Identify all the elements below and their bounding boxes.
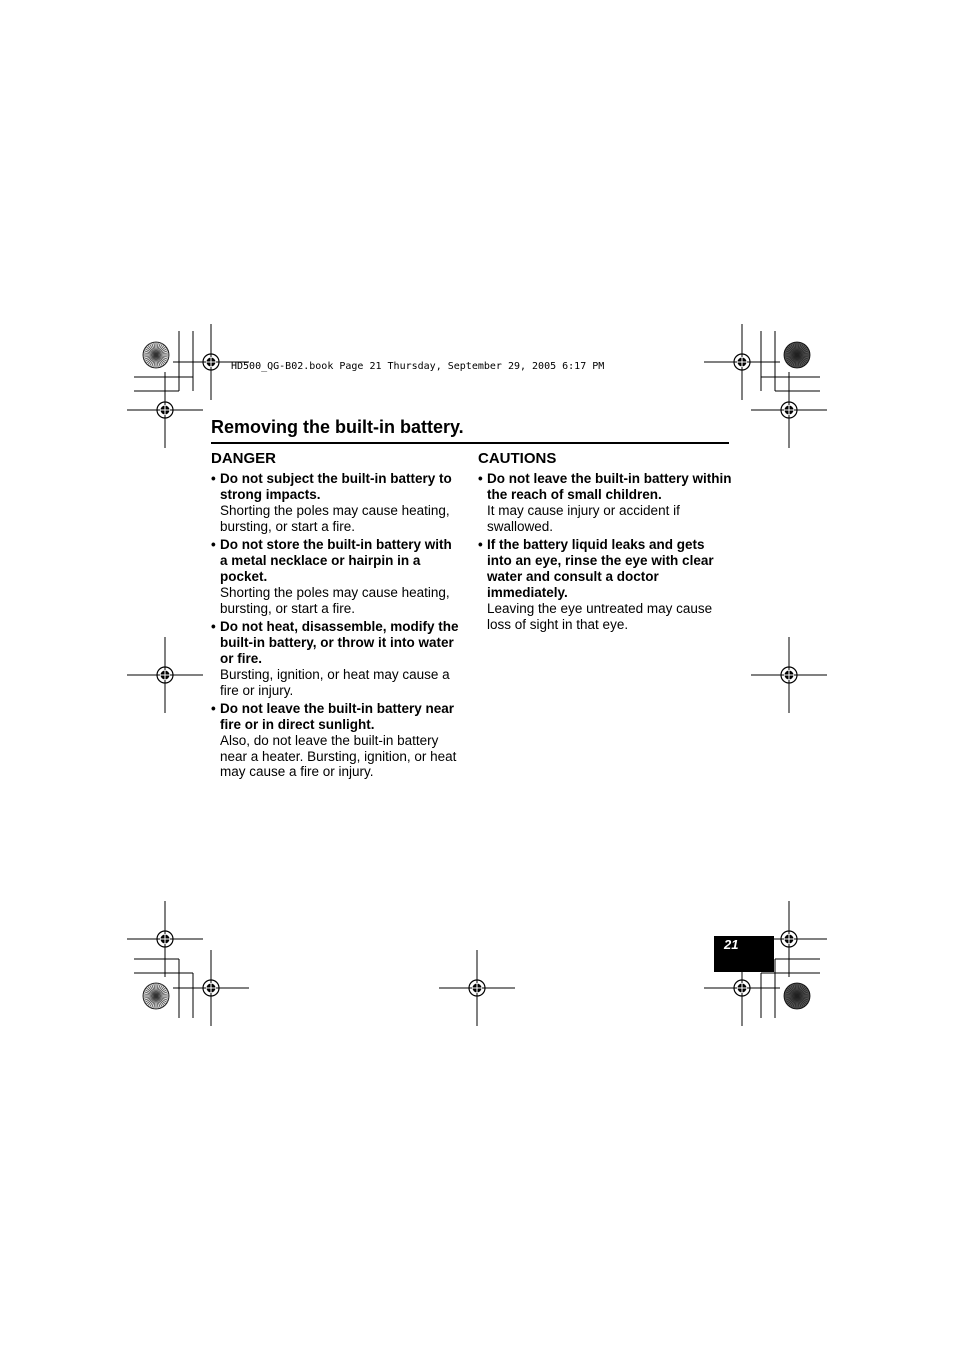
cautions-item: [478, 537, 733, 632]
cautions-item: [478, 471, 733, 534]
title-rule: [211, 442, 729, 444]
danger-item: [211, 619, 461, 698]
danger-column: [211, 449, 461, 783]
danger-item: [211, 701, 461, 780]
bullet: •: [211, 701, 216, 716]
registration-crosshair-icon: [127, 372, 203, 448]
danger-item-lead: • Do not store the built-in battery with a metal necklace or hairpin in a pocket.: [211, 537, 452, 584]
bullet: •: [211, 471, 216, 486]
print-header: HD500_QG-B02.book Page 21 Thursday, September 29, 2005 6:17 PM: [231, 361, 605, 372]
cautions-item-desc: It may cause injury or accident if swallowed.: [487, 503, 680, 534]
danger-item: [211, 537, 461, 616]
section-title: Removing the built-in battery.: [211, 417, 464, 437]
cautions-column: [478, 449, 733, 635]
danger-item: [211, 471, 461, 534]
bullet: •: [211, 537, 216, 552]
cautions-item-lead: • Do not leave the built-in battery within the reach of small children.: [478, 471, 732, 502]
danger-heading: DANGER: [211, 450, 277, 467]
danger-item-desc: Shorting the poles may cause heating, bursting, or start a fire.: [220, 503, 450, 534]
bullet: •: [478, 537, 483, 552]
bullet: •: [478, 471, 483, 486]
danger-item-lead: • Do not leave the built-in battery near fire or in direct sunlight.: [211, 701, 455, 732]
danger-item-desc: Also, do not leave the built-in battery near a heater. Bursting, ignition, or heat may cause a fire or injury.: [220, 733, 457, 779]
registration-crosshair-icon: [173, 950, 249, 1026]
registration-crosshair-icon: [751, 637, 827, 713]
registration-crosshair-icon: [704, 324, 780, 400]
registration-crosshair-icon: [439, 950, 515, 1026]
cautions-item-lead: • If the battery liquid leaks and gets into an eye, rinse the eye with clear water and consult a doctor immediately.: [478, 537, 714, 600]
starburst-target-icon: [784, 342, 810, 368]
starburst-target-icon: [143, 342, 169, 368]
starburst-target-icon: [784, 983, 810, 1009]
danger-item-desc: Bursting, ignition, or heat may cause a fire or injury.: [220, 667, 450, 698]
page-number-tab: [714, 936, 774, 972]
cautions-heading: CAUTIONS: [478, 450, 557, 467]
starburst-target-icon: [143, 983, 169, 1009]
bullet: •: [211, 619, 216, 634]
danger-item-lead: • Do not subject the built-in battery to strong impacts.: [211, 471, 452, 502]
registration-crosshair-icon: [127, 901, 203, 977]
danger-item-desc: Shorting the poles may cause heating, bursting, or start a fire.: [220, 585, 450, 616]
registration-crosshair-icon: [751, 372, 827, 448]
page-number: 21: [724, 937, 739, 952]
danger-item-lead: • Do not heat, disassemble, modify the built-in battery, or throw it into water or fire.: [211, 619, 459, 666]
cautions-item-desc: Leaving the eye untreated may cause loss of sight in that eye.: [487, 601, 713, 632]
registration-crosshair-icon: [127, 637, 203, 713]
